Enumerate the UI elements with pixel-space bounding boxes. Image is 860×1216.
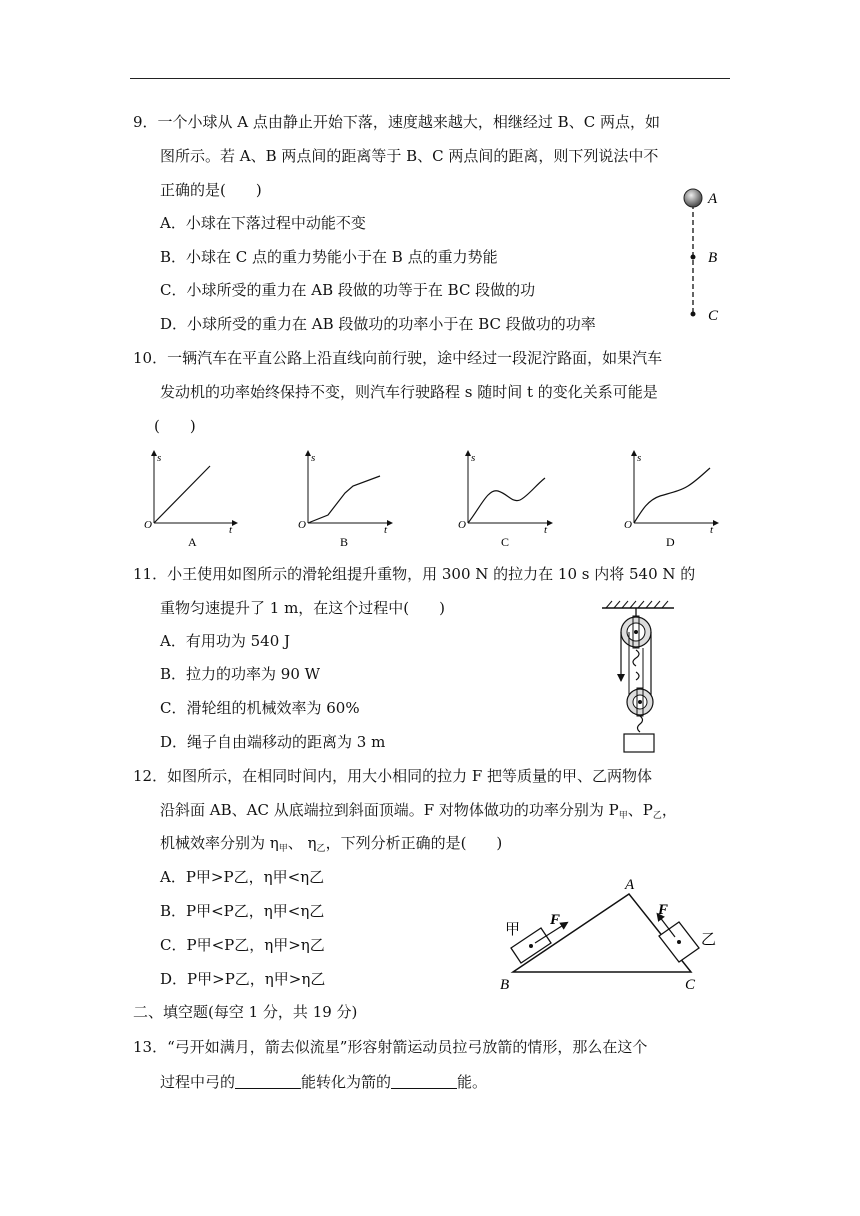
graph-c	[458, 452, 550, 549]
force-f-right: F	[658, 902, 669, 918]
fixed-pulley	[621, 616, 651, 648]
q11-option-a: A．有用功为 540 J	[160, 632, 291, 650]
graph-a	[144, 452, 235, 549]
q12-line1: 12．如图所示，在相同时间内，用大小相同的拉力 F 把等质量的甲、乙两物体	[133, 767, 653, 785]
graph-a-label: A	[188, 535, 197, 549]
graph-b-xlabel: t	[384, 524, 388, 536]
label-a: A	[625, 877, 635, 893]
q13-text-c: 能。	[457, 1073, 488, 1091]
graph-c-label: C	[501, 535, 510, 549]
graph-c-origin: O	[458, 519, 466, 531]
weight-block	[624, 734, 654, 752]
label-jia: 甲	[505, 922, 521, 938]
q12-line3-wrap: 机械效率分别为 $\eta_甲$、 $\eta_乙$，下列分析正确的是( )	[160, 834, 503, 854]
q12-line2-wrap: 沿斜面 AB、AC 从底端拉到斜面顶端。F 对物体做功的功率分别为 $P_甲$、$P_乙$，	[160, 801, 677, 821]
graph-b	[298, 452, 390, 549]
q10-line2: 发动机的功率始终保持不变，则汽车行驶路程 s 随时间 t 的变化关系可能是	[160, 383, 658, 401]
graph-c-xlabel: t	[544, 524, 548, 536]
q9-line2: 图所示。若 A、B 两点间的距离等于 B、C 两点间的距离，则下列说法中不	[160, 147, 659, 165]
header-rule	[130, 78, 730, 79]
graph-a-xlabel: t	[229, 524, 233, 536]
graph-d-ylabel: s	[637, 452, 642, 464]
force-f-left: F	[550, 912, 561, 928]
label-b: B	[500, 977, 510, 993]
q9-line3: 正确的是( )	[160, 181, 262, 199]
q12-incline-figure	[495, 876, 730, 994]
label-yi: 乙	[701, 932, 717, 948]
movable-pulley	[627, 672, 653, 716]
q11-option-c: C．滑轮组的机械效率为 60%	[160, 699, 360, 717]
point-c-dot	[691, 312, 696, 317]
q12-option-c: C．P甲<P乙，η甲>η乙	[160, 936, 325, 954]
q11-pulley-figure	[596, 596, 680, 756]
point-b-dot	[691, 255, 696, 260]
graph-a-ylabel: s	[157, 452, 162, 464]
graph-d-origin: O	[624, 519, 632, 531]
graph-b-origin: O	[298, 519, 306, 531]
q11-option-d: D．绳子自由端移动的距离为 3 m	[160, 733, 386, 751]
q10-graphs	[140, 448, 740, 553]
q12-line2: 沿斜面 AB、AC 从底端拉到斜面顶端。F 对物体做功的功率分别为 P	[160, 801, 619, 819]
q9-option-d: D．小球所受的重力在 AB 段做功的功率小于在 BC 段做功的功率	[160, 315, 596, 333]
q9-option-c: C．小球所受的重力在 AB 段做的功等于在 BC 段做的功	[160, 281, 536, 299]
graph-d-label: D	[666, 535, 675, 549]
graph-d-xlabel: t	[710, 524, 714, 536]
graph-a-origin: O	[144, 519, 152, 531]
q11-option-b: B．拉力的功率为 90 W	[160, 665, 321, 683]
pull-arrow-icon	[617, 674, 625, 682]
q9-option-b: B．小球在 C 点的重力势能小于在 B 点的重力势能	[160, 248, 498, 266]
q12-option-a: A．P甲>P乙，η甲<η乙	[160, 868, 325, 886]
q12-line3: 机械效率分别为 η	[160, 834, 279, 852]
graph-b-label: B	[340, 535, 349, 549]
label-a: A	[708, 191, 718, 207]
ball	[684, 189, 702, 207]
q13-line2	[160, 1072, 487, 1092]
label-c: C	[685, 977, 696, 993]
q9-line1: 9．一个小球从 A 点由静止开始下落，速度越来越大，相继经过 B、C 两点，如	[133, 113, 660, 131]
q9-option-a: A．小球在下落过程中动能不变	[160, 214, 366, 232]
q11-line2: 重物匀速提升了 1 m，在这个过程中( )	[160, 599, 446, 617]
label-c: C	[708, 308, 719, 324]
blank-1[interactable]	[235, 1074, 301, 1089]
graph-d	[624, 452, 716, 549]
blank-2[interactable]	[391, 1074, 457, 1089]
q11-line1: 11．小王使用如图所示的滑轮组提升重物，用 300 N 的拉力在 10 s 内将 540 N 的	[133, 565, 696, 583]
graph-c-ylabel: s	[471, 452, 476, 464]
q10-line3: ( )	[154, 417, 196, 435]
q9-falling-ball-figure	[676, 182, 736, 327]
q13-line1: 13．“弓开如满月，箭去似流星”形容射箭运动员拉弓放箭的情形，那么在这个	[133, 1038, 648, 1056]
q13-text-b: 能转化为箭的	[301, 1073, 392, 1091]
label-b: B	[708, 250, 718, 266]
block-yi	[659, 916, 699, 962]
q12-option-b: B．P甲<P乙，η甲<η乙	[160, 902, 325, 920]
graph-b-ylabel: s	[311, 452, 316, 464]
q13-text-a: 过程中弓的	[160, 1073, 236, 1091]
q12-option-d: D．P甲>P乙，η甲>η乙	[160, 970, 326, 988]
section-heading: 二、填空题(每空 1 分，共 19 分)	[133, 1003, 358, 1021]
q10-line1: 10．一辆汽车在平直公路上沿直线向前行驶，途中经过一段泥泞路面，如果汽车	[133, 349, 663, 367]
